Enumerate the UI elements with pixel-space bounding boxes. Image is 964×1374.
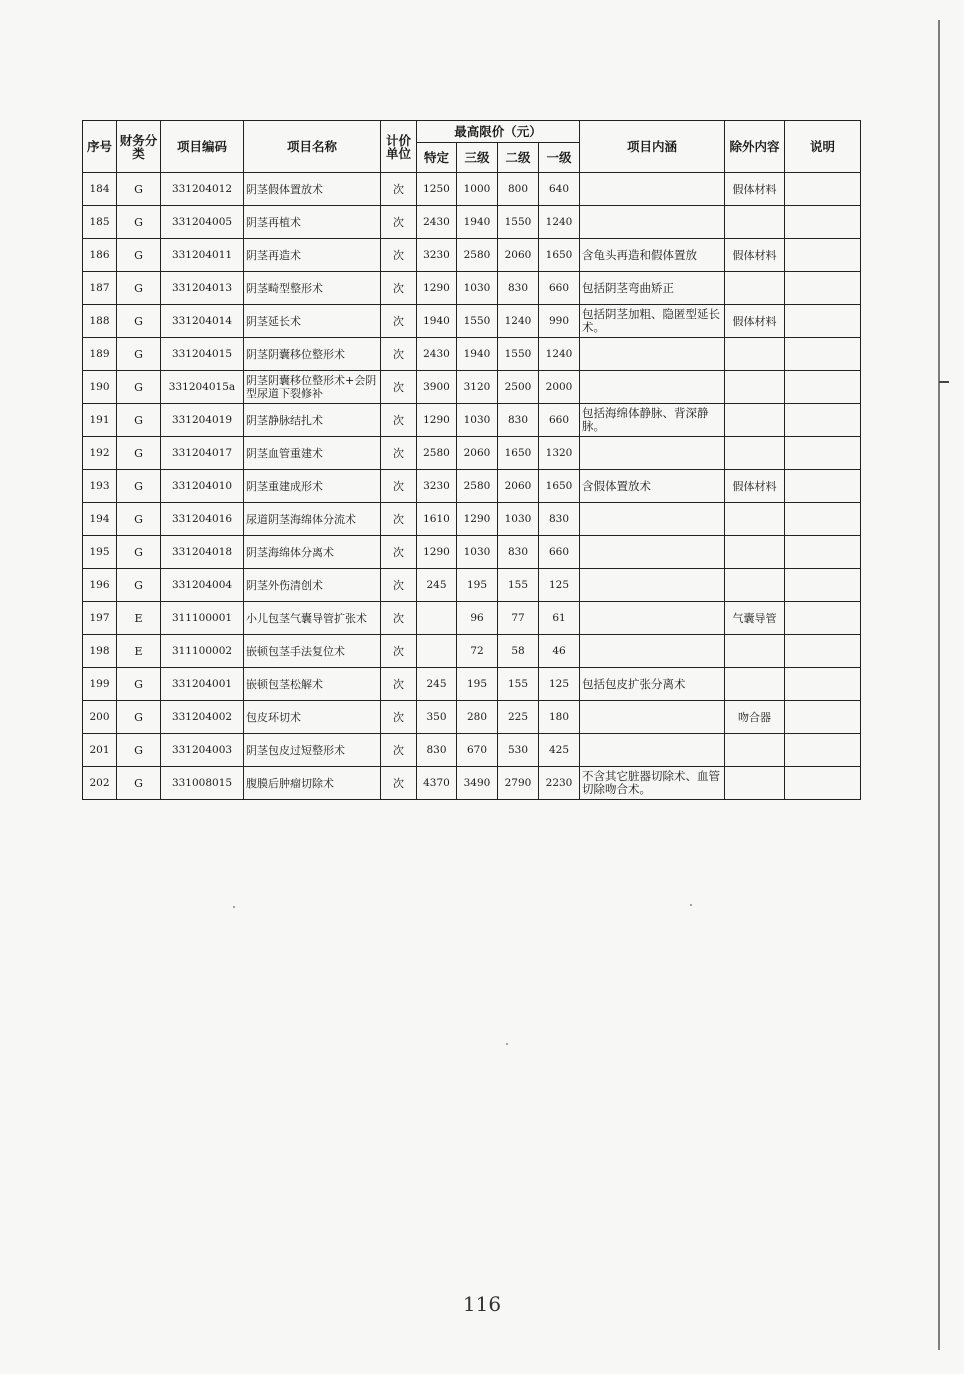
cell-finance-category: G [117, 437, 161, 470]
cell-price-tier-1: 660 [539, 404, 580, 437]
cell-item-name: 阴茎血管重建术 [244, 437, 381, 470]
scan-speck [233, 906, 235, 908]
cell-seq: 190 [83, 371, 117, 404]
cell-price-tier-2: 155 [498, 668, 539, 701]
cell-note [785, 404, 861, 437]
cell-price-special: 1940 [417, 305, 457, 338]
cell-item-name: 阴茎延长术 [244, 305, 381, 338]
table-row [83, 173, 861, 206]
cell-price-special: 1610 [417, 503, 457, 536]
cell-seq: 184 [83, 173, 117, 206]
cell-finance-category: E [117, 635, 161, 668]
cell-price-tier-3: 280 [457, 701, 498, 734]
cell-unit: 次 [381, 470, 417, 503]
cell-price-tier-2: 155 [498, 569, 539, 602]
table-row [83, 767, 861, 800]
cell-finance-category: G [117, 503, 161, 536]
cell-item-code: 331008015 [161, 767, 244, 800]
table-header [83, 121, 861, 173]
cell-item-name: 阴茎包皮过短整形术 [244, 734, 381, 767]
cell-price-tier-3: 195 [457, 668, 498, 701]
cell-price-special: 3230 [417, 470, 457, 503]
cell-price-special: 1290 [417, 272, 457, 305]
cell-note [785, 503, 861, 536]
cell-unit: 次 [381, 569, 417, 602]
table-row [83, 437, 861, 470]
cell-finance-category: G [117, 272, 161, 305]
cell-price-tier-3: 3120 [457, 371, 498, 404]
cell-unit: 次 [381, 734, 417, 767]
cell-item-code: 311100001 [161, 602, 244, 635]
cell-finance-category: G [117, 701, 161, 734]
cell-note [785, 338, 861, 371]
cell-exclude: 假体材料 [725, 470, 785, 503]
cell-content: 含假体置放术 [580, 470, 725, 503]
cell-item-name: 阴茎再植术 [244, 206, 381, 239]
table-row [83, 734, 861, 767]
table-row [83, 635, 861, 668]
cell-seq: 191 [83, 404, 117, 437]
cell-item-code: 331204015 [161, 338, 244, 371]
cell-unit: 次 [381, 173, 417, 206]
header-finance-category: 财务分类 [117, 121, 161, 173]
cell-price-tier-1: 1320 [539, 437, 580, 470]
cell-seq: 193 [83, 470, 117, 503]
cell-content [580, 338, 725, 371]
cell-price-tier-1: 660 [539, 536, 580, 569]
table-row [83, 536, 861, 569]
cell-price-tier-1: 990 [539, 305, 580, 338]
cell-seq: 195 [83, 536, 117, 569]
cell-item-code: 331204012 [161, 173, 244, 206]
cell-item-code: 331204018 [161, 536, 244, 569]
cell-content: 不含其它脏器切除术、血管切除吻合术。 [580, 767, 725, 800]
cell-exclude: 气囊导管 [725, 602, 785, 635]
cell-price-tier-1: 2230 [539, 767, 580, 800]
cell-seq: 192 [83, 437, 117, 470]
cell-price-tier-2: 2060 [498, 470, 539, 503]
table-row [83, 470, 861, 503]
cell-price-tier-1: 660 [539, 272, 580, 305]
cell-unit: 次 [381, 437, 417, 470]
table-row [83, 602, 861, 635]
header-tier-2: 二级 [498, 143, 539, 173]
cell-price-tier-3: 1940 [457, 338, 498, 371]
cell-price-tier-2: 830 [498, 272, 539, 305]
cell-price-tier-1: 830 [539, 503, 580, 536]
cell-price-tier-1: 125 [539, 668, 580, 701]
cell-price-tier-2: 77 [498, 602, 539, 635]
cell-item-name: 阴茎重建成形术 [244, 470, 381, 503]
cell-price-tier-1: 640 [539, 173, 580, 206]
cell-unit: 次 [381, 701, 417, 734]
cell-unit: 次 [381, 371, 417, 404]
header-note: 说明 [785, 121, 861, 173]
cell-price-tier-1: 1650 [539, 470, 580, 503]
cell-seq: 199 [83, 668, 117, 701]
cell-price-tier-1: 180 [539, 701, 580, 734]
cell-note [785, 173, 861, 206]
cell-note [785, 569, 861, 602]
cell-price-special: 1290 [417, 404, 457, 437]
cell-price-tier-2: 530 [498, 734, 539, 767]
cell-price-special: 350 [417, 701, 457, 734]
cell-content [580, 536, 725, 569]
cell-price-tier-1: 425 [539, 734, 580, 767]
cell-price-tier-2: 225 [498, 701, 539, 734]
cell-price-tier-1: 2000 [539, 371, 580, 404]
cell-price-tier-2: 1650 [498, 437, 539, 470]
cell-price-special: 1290 [417, 536, 457, 569]
cell-price-tier-1: 1240 [539, 206, 580, 239]
cell-note [785, 734, 861, 767]
cell-note [785, 305, 861, 338]
cell-finance-category: G [117, 173, 161, 206]
cell-note [785, 239, 861, 272]
cell-note [785, 767, 861, 800]
cell-note [785, 272, 861, 305]
cell-unit: 次 [381, 239, 417, 272]
cell-price-special: 245 [417, 569, 457, 602]
cell-note [785, 206, 861, 239]
cell-price-tier-3: 195 [457, 569, 498, 602]
cell-note [785, 668, 861, 701]
cell-seq: 187 [83, 272, 117, 305]
cell-seq: 189 [83, 338, 117, 371]
cell-exclude [725, 437, 785, 470]
cell-price-special: 4370 [417, 767, 457, 800]
cell-content: 包括阴茎加粗、隐匿型延长术。 [580, 305, 725, 338]
table-row [83, 338, 861, 371]
cell-content: 包括海绵体静脉、背深静脉。 [580, 404, 725, 437]
cell-item-name: 阴茎海绵体分离术 [244, 536, 381, 569]
cell-unit: 次 [381, 635, 417, 668]
cell-item-name: 嵌顿包茎手法复位术 [244, 635, 381, 668]
cell-price-tier-2: 2060 [498, 239, 539, 272]
cell-exclude [725, 404, 785, 437]
cell-exclude [725, 734, 785, 767]
cell-price-tier-1: 125 [539, 569, 580, 602]
cell-price-tier-1: 46 [539, 635, 580, 668]
header-tier-3: 三级 [457, 143, 498, 173]
table-row [83, 668, 861, 701]
cell-price-tier-2: 1240 [498, 305, 539, 338]
cell-exclude [725, 767, 785, 800]
table-row [83, 305, 861, 338]
cell-note [785, 437, 861, 470]
scan-speck [506, 1043, 508, 1045]
scan-speck [690, 904, 692, 906]
cell-price-special: 1250 [417, 173, 457, 206]
cell-seq: 185 [83, 206, 117, 239]
cell-finance-category: G [117, 404, 161, 437]
cell-note [785, 701, 861, 734]
cell-unit: 次 [381, 305, 417, 338]
cell-price-tier-3: 3490 [457, 767, 498, 800]
cell-item-name: 阴茎再造术 [244, 239, 381, 272]
cell-item-code: 331204011 [161, 239, 244, 272]
cell-unit: 次 [381, 338, 417, 371]
cell-item-name: 阴茎外伤清创术 [244, 569, 381, 602]
cell-price-tier-3: 1290 [457, 503, 498, 536]
cell-price-special: 830 [417, 734, 457, 767]
cell-price-tier-2: 2500 [498, 371, 539, 404]
cell-price-tier-3: 1030 [457, 536, 498, 569]
cell-finance-category: G [117, 305, 161, 338]
cell-price-tier-2: 1550 [498, 338, 539, 371]
cell-finance-category: G [117, 569, 161, 602]
cell-item-code: 331204003 [161, 734, 244, 767]
cell-seq: 194 [83, 503, 117, 536]
cell-seq: 188 [83, 305, 117, 338]
table-row [83, 503, 861, 536]
cell-content [580, 173, 725, 206]
price-table [82, 120, 861, 800]
cell-price-tier-3: 1030 [457, 404, 498, 437]
cell-finance-category: G [117, 206, 161, 239]
cell-content: 含龟头再造和假体置放 [580, 239, 725, 272]
cell-price-tier-3: 2580 [457, 470, 498, 503]
cell-price-special: 3230 [417, 239, 457, 272]
cell-item-code: 331204004 [161, 569, 244, 602]
cell-finance-category: G [117, 470, 161, 503]
cell-item-name: 阴茎阴囊移位整形术+会阴型尿道下裂修补 [244, 371, 381, 404]
cell-seq: 196 [83, 569, 117, 602]
cell-item-code: 331204010 [161, 470, 244, 503]
cell-content [580, 437, 725, 470]
cell-item-code: 311100002 [161, 635, 244, 668]
cell-seq: 186 [83, 239, 117, 272]
cell-content [580, 701, 725, 734]
cell-finance-category: G [117, 338, 161, 371]
cell-item-code: 331204013 [161, 272, 244, 305]
table-row [83, 239, 861, 272]
cell-price-tier-1: 1240 [539, 338, 580, 371]
table-row [83, 701, 861, 734]
cell-finance-category: G [117, 767, 161, 800]
cell-price-special: 2430 [417, 206, 457, 239]
cell-price-tier-2: 830 [498, 404, 539, 437]
cell-exclude: 假体材料 [725, 239, 785, 272]
cell-price-tier-3: 2060 [457, 437, 498, 470]
cell-finance-category: G [117, 734, 161, 767]
cell-item-code: 331204016 [161, 503, 244, 536]
cell-finance-category: G [117, 371, 161, 404]
cell-item-code: 331204005 [161, 206, 244, 239]
cell-exclude [725, 272, 785, 305]
cell-price-special: 2430 [417, 338, 457, 371]
cell-item-code: 331204014 [161, 305, 244, 338]
cell-price-tier-3: 72 [457, 635, 498, 668]
cell-price-tier-3: 96 [457, 602, 498, 635]
cell-content [580, 371, 725, 404]
cell-unit: 次 [381, 272, 417, 305]
cell-note [785, 602, 861, 635]
cell-content [580, 602, 725, 635]
cell-unit: 次 [381, 206, 417, 239]
cell-content [580, 206, 725, 239]
cell-seq: 197 [83, 602, 117, 635]
cell-price-tier-3: 1000 [457, 173, 498, 206]
cell-unit: 次 [381, 404, 417, 437]
table-row [83, 404, 861, 437]
cell-finance-category: G [117, 668, 161, 701]
cell-item-name: 腹膜后肿瘤切除术 [244, 767, 381, 800]
cell-content: 包括包皮扩张分离术 [580, 668, 725, 701]
cell-price-special: 3900 [417, 371, 457, 404]
cell-price-special: 2580 [417, 437, 457, 470]
cell-note [785, 536, 861, 569]
cell-seq: 200 [83, 701, 117, 734]
header-tier-special: 特定 [417, 143, 457, 173]
cell-price-tier-1: 1650 [539, 239, 580, 272]
cell-price-special: 245 [417, 668, 457, 701]
cell-seq: 201 [83, 734, 117, 767]
scan-edge-tick [939, 381, 949, 383]
cell-seq: 202 [83, 767, 117, 800]
cell-unit: 次 [381, 536, 417, 569]
cell-item-name: 阴茎假体置放术 [244, 173, 381, 206]
cell-price-tier-2: 2790 [498, 767, 539, 800]
cell-unit: 次 [381, 767, 417, 800]
cell-note [785, 371, 861, 404]
cell-content: 包括阴茎弯曲矫正 [580, 272, 725, 305]
cell-price-tier-2: 1030 [498, 503, 539, 536]
cell-finance-category: G [117, 239, 161, 272]
table-row [83, 569, 861, 602]
cell-note [785, 470, 861, 503]
cell-exclude [725, 503, 785, 536]
cell-exclude [725, 338, 785, 371]
header-content: 项目内涵 [580, 121, 725, 173]
table-body [83, 173, 861, 800]
cell-content [580, 569, 725, 602]
cell-unit: 次 [381, 668, 417, 701]
cell-price-special [417, 602, 457, 635]
header-unit: 计价单位 [381, 121, 417, 173]
table-row [83, 272, 861, 305]
header-item-name: 项目名称 [244, 121, 381, 173]
cell-price-special [417, 635, 457, 668]
cell-note [785, 635, 861, 668]
cell-item-code: 331204002 [161, 701, 244, 734]
cell-item-name: 阴茎阴囊移位整形术 [244, 338, 381, 371]
cell-exclude [725, 536, 785, 569]
cell-item-name: 小儿包茎气囊导管扩张术 [244, 602, 381, 635]
cell-content [580, 635, 725, 668]
cell-exclude: 假体材料 [725, 173, 785, 206]
header-seq: 序号 [83, 121, 117, 173]
header-tier-1: 一级 [539, 143, 580, 173]
cell-item-code: 331204019 [161, 404, 244, 437]
cell-finance-category: G [117, 536, 161, 569]
cell-item-name: 尿道阴茎海绵体分流术 [244, 503, 381, 536]
cell-exclude [725, 371, 785, 404]
header-item-code: 项目编码 [161, 121, 244, 173]
table-row [83, 371, 861, 404]
cell-price-tier-3: 1550 [457, 305, 498, 338]
cell-exclude: 吻合器 [725, 701, 785, 734]
header-exclude: 除外内容 [725, 121, 785, 173]
cell-item-code: 331204001 [161, 668, 244, 701]
cell-item-name: 嵌顿包茎松解术 [244, 668, 381, 701]
cell-exclude [725, 668, 785, 701]
cell-price-tier-3: 670 [457, 734, 498, 767]
cell-price-tier-2: 58 [498, 635, 539, 668]
cell-price-tier-3: 1030 [457, 272, 498, 305]
cell-finance-category: E [117, 602, 161, 635]
cell-item-name: 阴茎静脉结扎术 [244, 404, 381, 437]
table-row [83, 206, 861, 239]
cell-unit: 次 [381, 503, 417, 536]
cell-item-name: 阴茎畸型整形术 [244, 272, 381, 305]
cell-price-tier-2: 800 [498, 173, 539, 206]
cell-item-name: 包皮环切术 [244, 701, 381, 734]
cell-content [580, 734, 725, 767]
cell-price-tier-2: 830 [498, 536, 539, 569]
header-max-price: 最高限价（元） [417, 121, 580, 143]
cell-exclude [725, 569, 785, 602]
cell-price-tier-2: 1550 [498, 206, 539, 239]
page-number: 116 [462, 1292, 502, 1316]
cell-price-tier-3: 1940 [457, 206, 498, 239]
cell-exclude [725, 635, 785, 668]
cell-content [580, 503, 725, 536]
cell-unit: 次 [381, 602, 417, 635]
cell-price-tier-3: 2580 [457, 239, 498, 272]
scan-edge-line [938, 20, 940, 1350]
cell-price-tier-1: 61 [539, 602, 580, 635]
cell-exclude: 假体材料 [725, 305, 785, 338]
cell-item-code: 331204017 [161, 437, 244, 470]
cell-seq: 198 [83, 635, 117, 668]
cell-exclude [725, 206, 785, 239]
cell-item-code: 331204015a [161, 371, 244, 404]
